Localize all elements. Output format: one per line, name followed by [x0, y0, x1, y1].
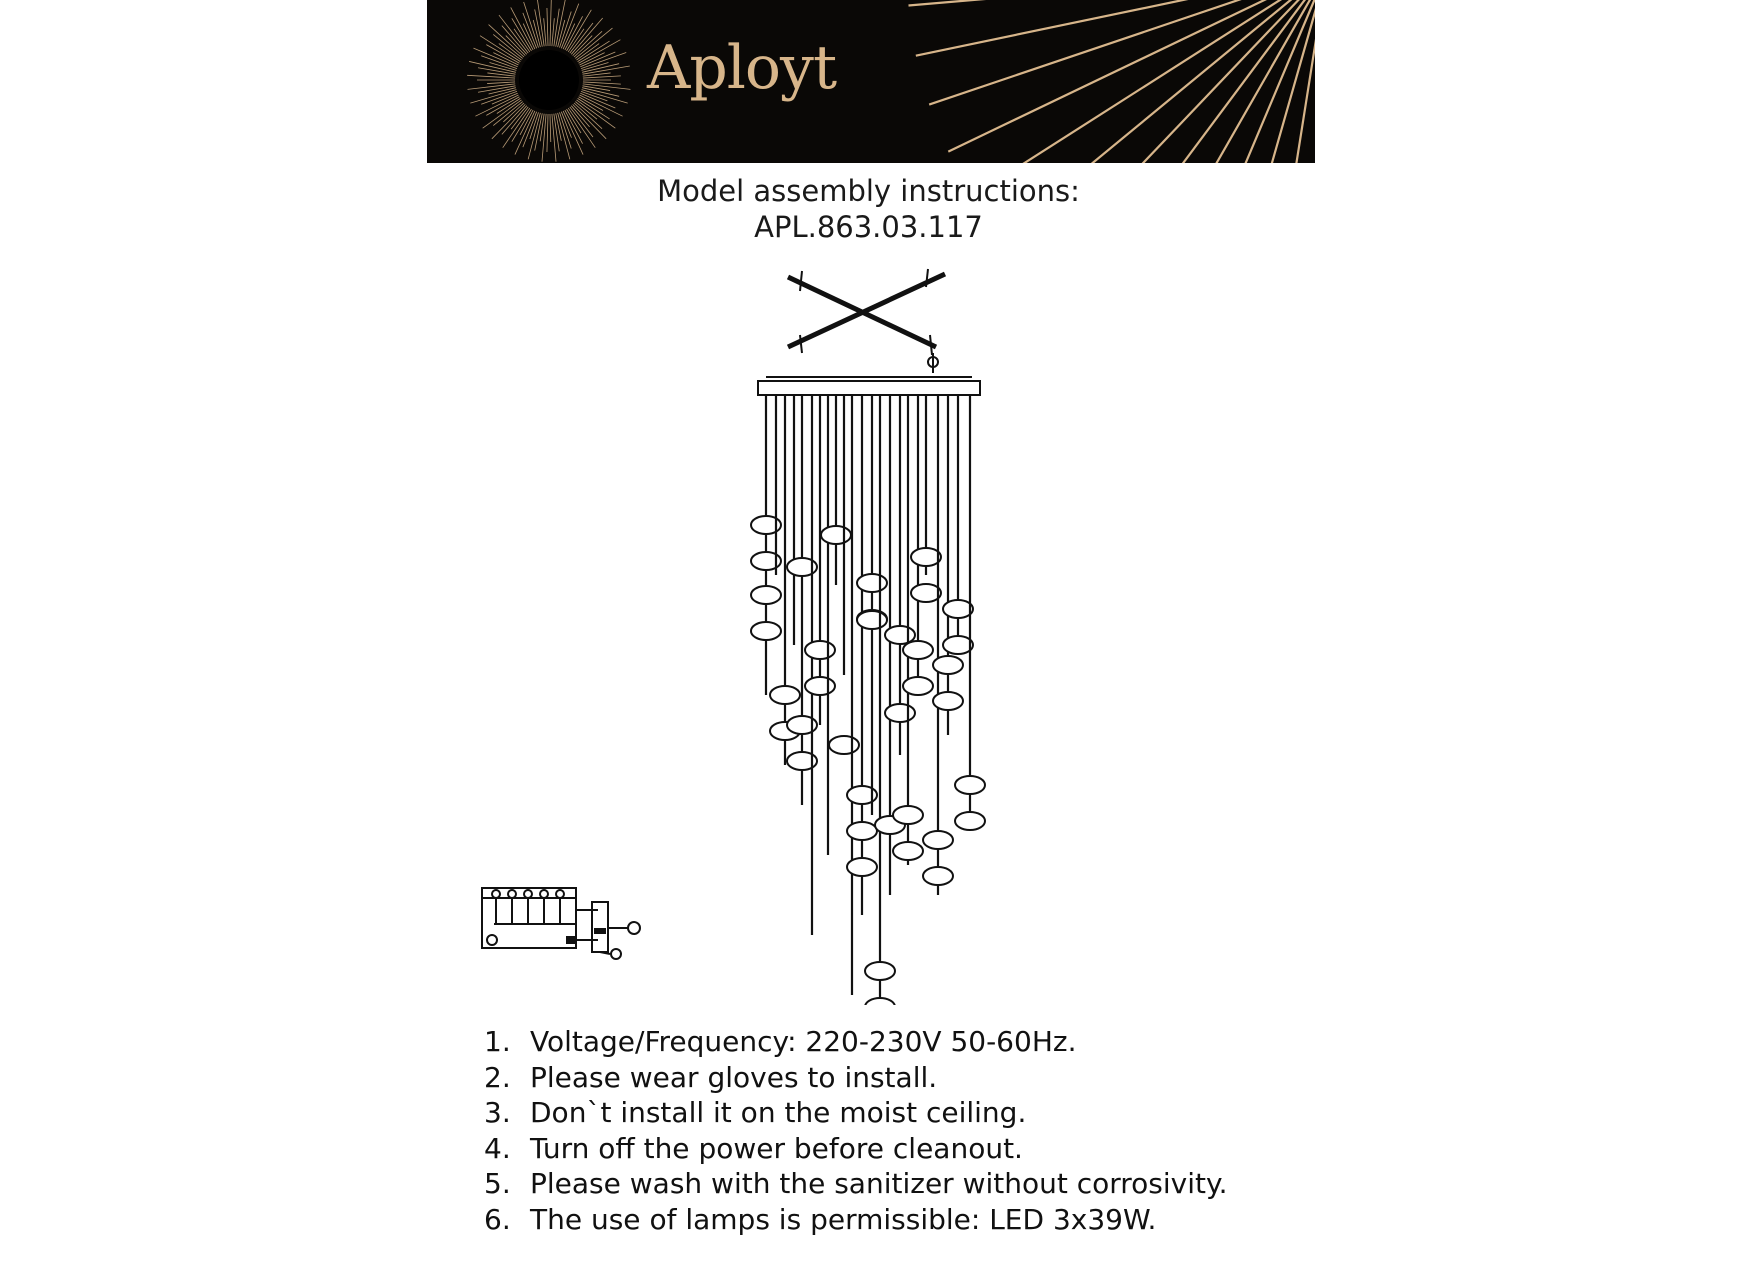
note-item: [484, 1166, 1227, 1202]
page-title: Model assembly instructions:: [657, 174, 1080, 208]
note-item: [484, 1095, 1227, 1131]
note-item: [484, 1131, 1227, 1167]
sunburst-icon: [427, 0, 1315, 163]
note-number: 5.: [484, 1167, 511, 1200]
note-text: Please wear gloves to install.: [530, 1060, 938, 1094]
note-number: 6.: [484, 1202, 511, 1236]
note-text: The use of lamps is permissible: LED 3x39W.: [530, 1202, 1157, 1236]
canopy: [758, 377, 980, 395]
note-number: 4.: [484, 1131, 511, 1165]
note-item: [484, 1060, 1227, 1096]
safety-notes: [484, 1024, 1227, 1237]
brand-logo: Aployt: [647, 33, 837, 103]
brand-banner: [427, 0, 1315, 163]
mounting-bracket: [788, 269, 945, 373]
chandelier-drawing: [740, 265, 1000, 1005]
note-item: [484, 1024, 1227, 1060]
note-number: 2.: [484, 1060, 511, 1094]
model-number: APL.863.03.117: [754, 210, 983, 244]
note-number: 1.: [484, 1025, 511, 1058]
note-text: Voltage/Frequency: 220-230V 50-60Hz.: [530, 1025, 1077, 1058]
note-item: [484, 1202, 1227, 1238]
pendant-lamps: [751, 395, 985, 1005]
note-text: Turn off the power before cleanout.: [530, 1131, 1023, 1165]
wiring-diagram-icon: [480, 884, 650, 964]
note-text: Please wash with the sanitizer without corrosivity.: [530, 1167, 1228, 1200]
note-text: Don`t install it on the moist ceiling.: [530, 1096, 1027, 1129]
note-number: 3.: [484, 1096, 511, 1129]
